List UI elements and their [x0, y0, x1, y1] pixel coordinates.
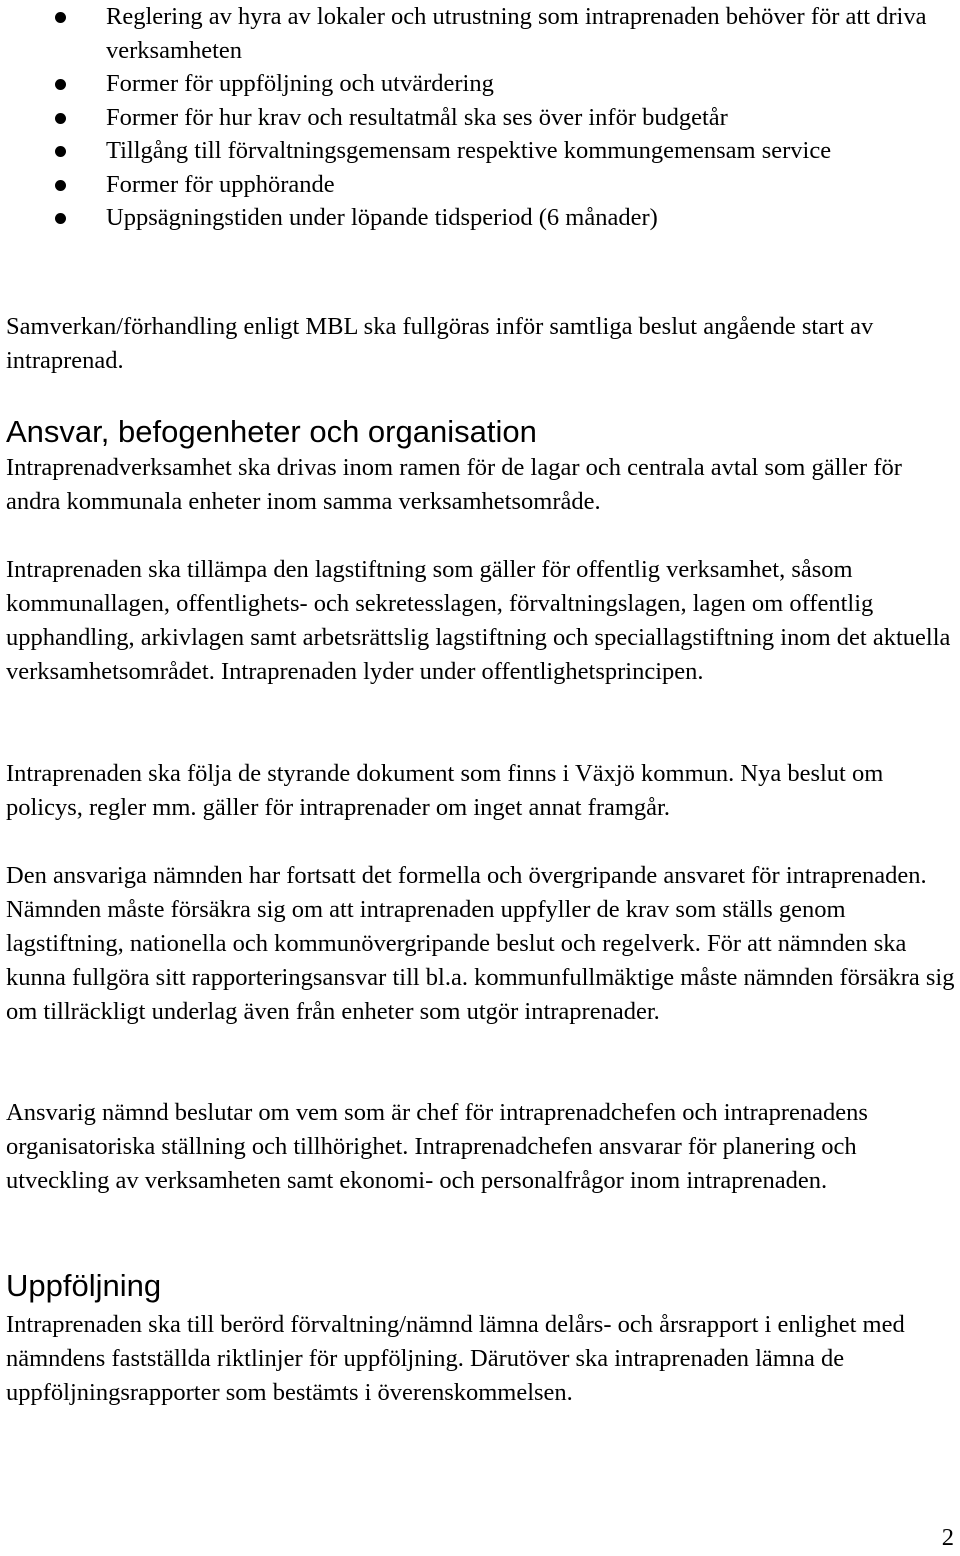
bullet-icon — [55, 12, 66, 23]
paragraph-reporting: Intraprenaden ska till berörd förvaltning/nämnd lämna delårs- och årsrapport i enlighet med nämndens fastställda riktlinjer för uppföljning. Därutöver ska intraprenaden lämna de uppföljningsrapporter som bestämts i överenskommelsen. — [6, 1311, 905, 1406]
bullet-icon — [55, 213, 66, 224]
paragraph-committee-responsibility: Den ansvariga nämnden har fortsatt det formella och övergripande ansvaret för intraprenaden. Nämnden måste försäkra sig om att intraprenaden uppfyller de krav som ställs genom lagstiftning, nationella och kommunövergripande beslut och regelverk. För att nämnden ska kunna fullgöra sitt rapporteringsansvar till bl.a. kommunfullmäktige måste nämnden försäkra sig om tillräckligt underlag även från enheter som utgör intraprenader. — [6, 862, 955, 1025]
paragraph-governing-documents: Intraprenaden ska följa de styrande dokument som finns i Växjö kommun. Nya beslut om policys, regler mm. gäller för intraprenader om inget annat framgår. — [6, 760, 884, 821]
list-item-text: Former för uppföljning och utvärdering — [106, 70, 494, 97]
bullet-icon — [55, 146, 66, 157]
list-item — [0, 0, 946, 67]
list-item-text: Reglering av hyra av lokaler och utrustning som intraprenaden behöver för att driva verksamheten — [106, 3, 927, 64]
list-item — [0, 134, 946, 168]
bullet-icon — [55, 113, 66, 124]
paragraph-legislation: Intraprenaden ska tillämpa den lagstiftning som gäller för offentlig verksamhet, såsom kommunallagen, offentlighets- och sekretesslagen, förvaltningslagen, lagen om offentlig upphandling, arkivlagen samt arbetsrättslig lagstiftning och speciallagstiftning inom det aktuella verksamhetsområdet. Intraprenaden lyder under offentlighetsprincipen. — [6, 556, 951, 685]
list-item-text: Uppsägningstiden under löpande tidsperiod (6 månader) — [106, 204, 658, 231]
list-item — [0, 67, 946, 101]
list-item-text: Tillgång till förvaltningsgemensam respektive kommungemensam service — [106, 137, 832, 164]
list-item-text: Former för upphörande — [106, 170, 335, 198]
list-item — [0, 201, 946, 235]
bullet-list — [0, 0, 960, 235]
bullet-icon — [55, 180, 66, 191]
bullet-icon — [55, 79, 66, 90]
list-item — [0, 168, 946, 202]
paragraph-scope: Intraprenadverksamhet ska drivas inom ramen för de lagar och centrala avtal som gäller för andra kommunala enheter inom samma verksamhetsområde. — [6, 454, 902, 515]
list-item-text: Former för hur krav och resultatmål ska ses över inför budgetår — [106, 103, 728, 131]
section-heading-follow-up: Uppföljning — [6, 1268, 162, 1303]
page-number: 2 — [941, 1524, 954, 1551]
mbl-paragraph: Samverkan/förhandling enligt MBL ska fullgöras inför samtliga beslut angående start av intraprenad. — [6, 313, 874, 374]
paragraph-management: Ansvarig nämnd beslutar om vem som är chef för intraprenadchefen och intraprenadens organisatoriska ställning och tillhörighet. Intraprenadchefen ansvarar för planering och utveckling av verksamheten samt ekonomi- och personalfrågor inom intraprenaden. — [6, 1099, 868, 1194]
section-heading-responsibility: Ansvar, befogenheter och organisation — [6, 414, 537, 449]
list-item — [0, 101, 946, 135]
